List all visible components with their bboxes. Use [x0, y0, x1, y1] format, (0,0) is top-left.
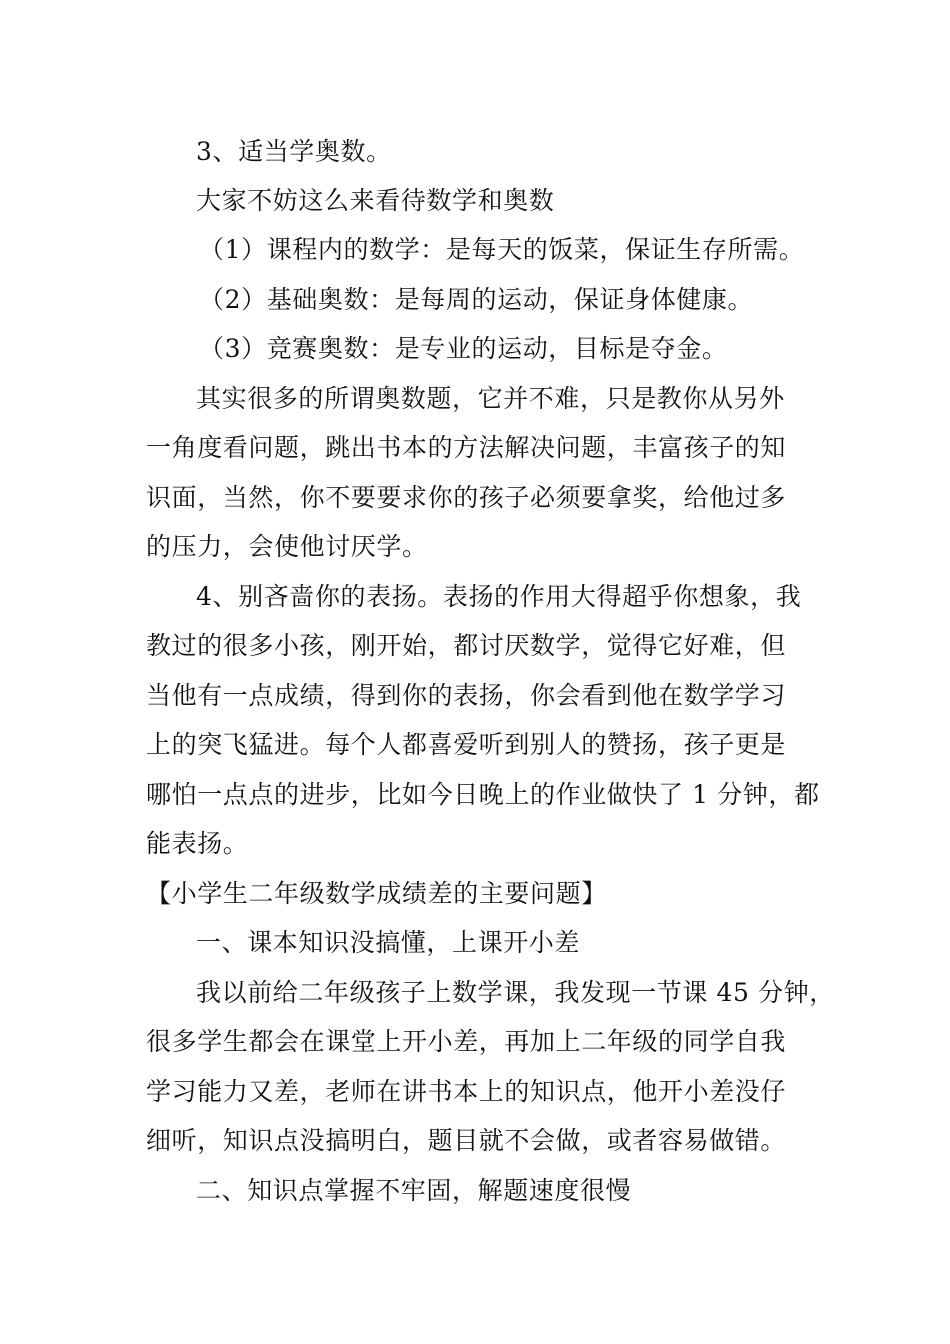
- paragraph-line: 的压力，会使他讨厌学。: [146, 532, 428, 561]
- paragraph-line: 其实很多的所谓奥数题，它并不难，只是教你从另外: [196, 384, 785, 413]
- paragraph-intro: 大家不妨这么来看待数学和奥数: [196, 186, 555, 215]
- paragraph-line: 我以前给二年级孩子上数学课，我发现一节课 45 分钟，: [196, 978, 835, 1007]
- paragraph-line: 当他有一点成绩，得到你的表扬，你会看到他在数学学习: [146, 681, 787, 710]
- section-heading: 【小学生二年级数学成绩差的主要问题】: [146, 879, 607, 908]
- paragraph-line: 哪怕一点点的进步，比如今日晚上的作业做快了 1 分钟，都: [146, 780, 820, 809]
- item-4-paragraph-line: 4、别吝啬你的表扬。表扬的作用大得超乎你想象，我: [196, 582, 802, 611]
- paragraph-line: 一角度看问题，跳出书本的方法解决问题，丰富孩子的知: [146, 433, 787, 462]
- list-item-1: （1）课程内的数学：是每天的饭菜，保证生存所需。: [199, 235, 805, 264]
- paragraph-line: 很多学生都会在课堂上开小差，再加上二年级的同学自我: [146, 1027, 787, 1056]
- paragraph-line: 学习能力又差，老师在讲书本上的知识点，他开小差没仔: [146, 1077, 787, 1106]
- paragraph-line: 上的突飞猛进。每个人都喜爱听到别人的赞扬，孩子更是: [146, 730, 787, 759]
- paragraph-line: 识面，当然，你不要要求你的孩子必须要拿奖，给他过多: [146, 483, 787, 512]
- paragraph-line: 细听，知识点没搞明白，题目就不会做，或者容易做错。: [146, 1126, 787, 1155]
- subheading-2: 二、知识点掌握不牢固，解题速度很慢: [196, 1176, 632, 1205]
- list-item-2: （2）基础奥数：是每周的运动，保证身体健康。: [199, 285, 754, 314]
- list-item-3: （3）竞赛奥数：是专业的运动，目标是夺金。: [199, 334, 728, 363]
- subheading-1: 一、课本知识没搞懂，上课开小差: [196, 928, 581, 957]
- paragraph-line: 教过的很多小孩，刚开始，都讨厌数学，觉得它好难，但: [146, 631, 787, 660]
- item-3-heading: 3、适当学奥数。: [196, 137, 392, 166]
- paragraph-line: 能表扬。: [146, 829, 249, 858]
